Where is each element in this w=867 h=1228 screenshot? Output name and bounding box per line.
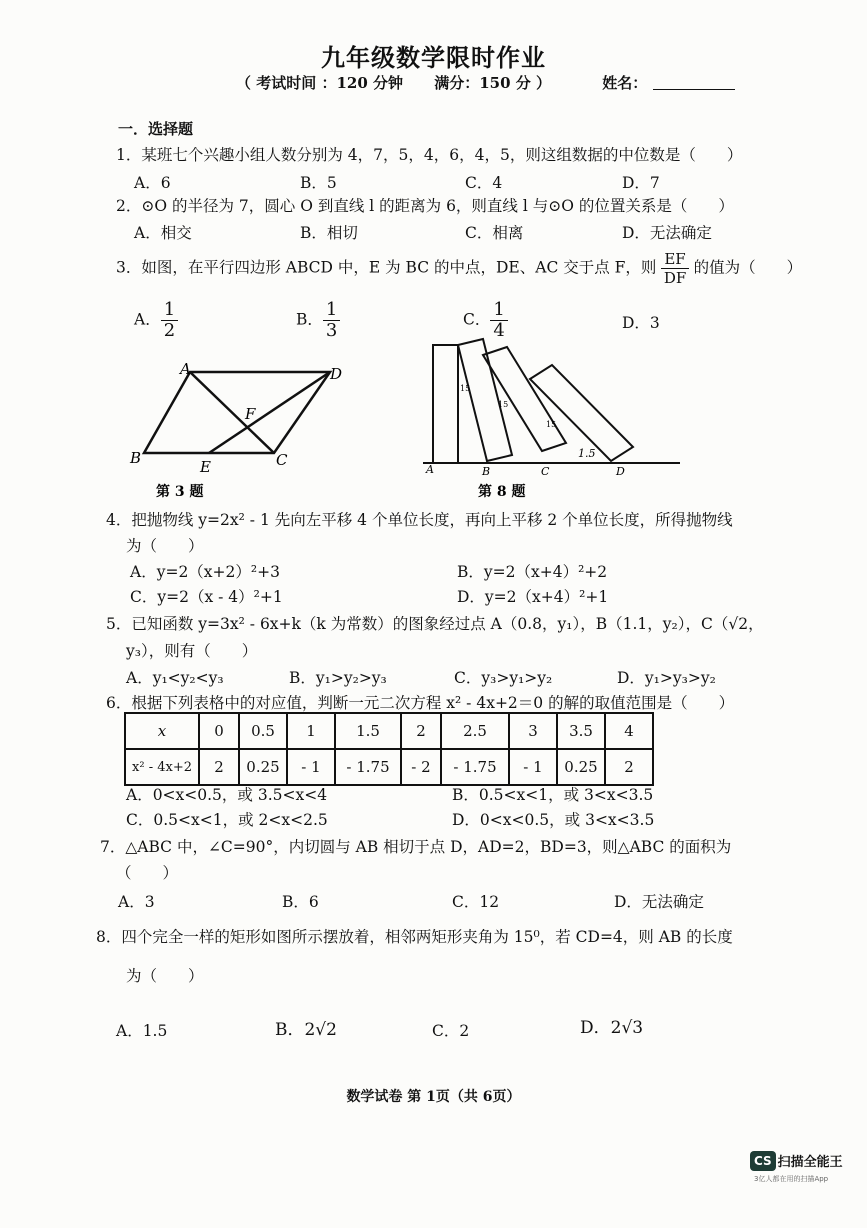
table-cell: - 1	[287, 749, 335, 785]
table-cell: x	[125, 713, 199, 749]
q3-frac-num: EF	[661, 250, 688, 269]
table-cell: 0.25	[557, 749, 605, 785]
q3-frac-den: DF	[663, 269, 687, 287]
q3-a-label: A．	[134, 310, 161, 329]
rectangle-3	[483, 347, 566, 451]
table-cell: 0.5	[239, 713, 287, 749]
question-7-line-1: 7．△ABC 中，∠C=90°，内切圆与 AB 相切于点 D，AD=2，BD=3，则△ABC 的面积为	[100, 838, 732, 856]
question-8-line-2: 为（ ）	[126, 967, 204, 985]
q8-option-c[interactable]: C．2	[432, 1022, 470, 1040]
figure-3-caption: 第 3 题	[156, 484, 204, 500]
table-cell: 0.25	[239, 749, 287, 785]
fig8-label-b: B	[482, 465, 491, 478]
question-4-line-1: 4．把抛物线 y=2x² - 1 先向左平移 4 个单位长度，再向上平移 2 个单位长度，所得抛物线	[106, 511, 733, 529]
parallelogram-abcd	[144, 372, 330, 453]
q3-b-label: B．	[296, 310, 323, 329]
label-d: D	[330, 365, 343, 383]
table-cell: 0	[199, 713, 239, 749]
question-2: 2．⊙O 的半径为 7，圆心 O 到直线 l 的距离为 6，则直线 l 与⊙O 的位置关系是（ ）	[116, 197, 734, 215]
table-row	[125, 749, 653, 785]
table-cell: - 2	[401, 749, 441, 785]
q5-option-a[interactable]: A．y₁<y₂<y₃	[126, 669, 224, 687]
table-cell: 1	[287, 713, 335, 749]
q1-option-d[interactable]: D．7	[622, 174, 660, 192]
values-table	[124, 712, 654, 786]
q3-a-den: 2	[163, 320, 176, 341]
q7-option-b[interactable]: B．6	[282, 893, 319, 911]
table-cell: 4	[605, 713, 653, 749]
q8-option-b[interactable]: B．2√2	[275, 1020, 337, 1040]
label-b: B	[130, 449, 142, 467]
q4-option-a[interactable]: A．y=2（x+2）²+3	[130, 563, 280, 581]
q6-option-d[interactable]: D．0<x<0.5，或 3<x<3.5	[452, 811, 655, 829]
question-5-line-1: 5．已知函数 y=3x² - 6x+k（k 为常数）的图象经过点 A（0.8，y₁），B（1.1，y₂），C（√2，	[106, 615, 764, 633]
q7-option-a[interactable]: A．3	[118, 893, 155, 911]
q2-option-a[interactable]: A．相交	[134, 224, 192, 242]
q3-b-den: 3	[325, 320, 338, 341]
page-footer: 数学试卷 第 1页（共 6页）	[346, 1089, 521, 1105]
q1-option-c[interactable]: C．4	[465, 174, 503, 192]
figure-8-caption: 第 8 题	[478, 484, 526, 500]
app-slogan: 3亿人都在用的扫描App	[754, 1175, 829, 1183]
q3-option-a[interactable]	[134, 300, 178, 341]
figure-8-rectangles	[418, 335, 688, 505]
question-8-line-1: 8．四个完全一样的矩形如图所示摆放着，相邻两矩形夹角为 15⁰，若 CD=4，则 AB 的长度	[96, 928, 733, 946]
q2-option-c[interactable]: C．相离	[465, 224, 524, 242]
app-logo: CS	[750, 1151, 776, 1171]
angle-mark-2: 15	[498, 400, 509, 409]
question-6: 6．根据下列表格中的对应值，判断一元二次方程 x² - 4x+2＝0 的解的取值范围是（ ）	[106, 694, 735, 712]
q2-option-d[interactable]: D．无法确定	[622, 224, 712, 242]
q3-c-label: C．	[463, 310, 491, 329]
q6-option-a[interactable]: A．0<x<0.5，或 3.5<x<4	[126, 786, 328, 804]
table-cell: 2	[605, 749, 653, 785]
q3-b-num: 1	[323, 300, 340, 321]
q1-option-b[interactable]: B．5	[300, 174, 337, 192]
q3-fraction	[661, 250, 688, 287]
q1-option-a[interactable]: A．6	[134, 174, 171, 192]
app-name: 扫描全能王	[777, 1155, 843, 1170]
q6-option-c[interactable]: C．0.5<x<1，或 2<x<2.5	[126, 811, 328, 829]
q4-option-d[interactable]: D．y=2（x+4）²+1	[457, 588, 609, 606]
question-5-line-2: y₃），则有（ ）	[126, 642, 258, 660]
label-a: A	[180, 360, 191, 378]
q4-option-b[interactable]: B．y=2（x+4）²+2	[457, 563, 608, 581]
q3-c-num: 1	[490, 300, 507, 321]
question-3	[116, 250, 802, 287]
table-cell: 2.5	[441, 713, 509, 749]
fig8-label-c: C	[541, 465, 550, 478]
label-e: E	[200, 458, 211, 476]
angle-mark-1: 15	[460, 384, 471, 393]
fig8-label-d: D	[616, 465, 625, 478]
q8-option-d[interactable]: D．2√3	[580, 1018, 644, 1038]
q3-a-num: 1	[161, 300, 178, 321]
question-4-line-2: 为（ ）	[126, 537, 204, 555]
name-label: 姓名：	[602, 74, 648, 92]
table-cell: - 1.75	[335, 749, 401, 785]
label-f: F	[245, 405, 256, 423]
q5-option-d[interactable]: D．y₁>y₃>y₂	[617, 669, 716, 687]
diagonal-ac	[190, 372, 274, 453]
name-blank[interactable]	[653, 75, 735, 90]
q5-option-c[interactable]: C．y₃>y₁>y₂	[454, 669, 553, 687]
q5-option-b[interactable]: B．y₁>y₂>y₃	[289, 669, 387, 687]
table-cell: 3.5	[557, 713, 605, 749]
q7-option-d[interactable]: D．无法确定	[614, 893, 704, 911]
table-cell: 2	[199, 749, 239, 785]
rectangle-1	[433, 345, 458, 463]
q6-option-b[interactable]: B．0.5<x<1，或 3<x<3.5	[452, 786, 654, 804]
q3-c-den: 4	[493, 320, 505, 341]
angle-mark-3: 15	[546, 420, 557, 429]
table-row	[125, 713, 653, 749]
q4-option-c[interactable]: C．y=2（x - 4）²+1	[130, 588, 283, 606]
exam-score: 满分：150 分 ）	[434, 74, 551, 92]
figure-3-parallelogram	[120, 355, 360, 500]
fig8-label-a: A	[426, 463, 434, 476]
q2-option-b[interactable]: B．相切	[300, 224, 358, 242]
table-cell: 1.5	[335, 713, 401, 749]
exam-info	[236, 72, 761, 93]
segment-de	[209, 372, 330, 453]
table-cell: 3	[509, 713, 557, 749]
table-cell: x² - 4x+2	[125, 749, 199, 785]
q3-text-pre: 3．如图，在平行四边形 ABCD 中，E 为 BC 的中点，DE、AC 交于点 F，则	[116, 258, 657, 277]
page-title: 九年级数学限时作业	[321, 43, 546, 72]
label-c: C	[276, 451, 288, 469]
scanner-watermark	[750, 1150, 843, 1183]
question-1: 1．某班七个兴趣小组人数分别为 4，7，5，4，6，4，5，则这组数据的中位数是（ ）	[116, 146, 743, 164]
question-7-line-2: （ ）	[116, 864, 179, 882]
q3-option-b[interactable]	[296, 300, 340, 341]
section-title: 一．选择题	[118, 120, 194, 138]
table-cell: - 1.75	[441, 749, 509, 785]
table-cell: 2	[401, 713, 441, 749]
q3-a-frac	[161, 300, 178, 341]
q3-b-frac	[323, 300, 340, 341]
q8-option-a[interactable]: A．1.5	[116, 1022, 168, 1040]
exam-time: （ 考试时间 ：120 分钟	[236, 74, 403, 92]
q7-option-c[interactable]: C．12	[452, 893, 500, 911]
side-label: 1.5	[578, 447, 596, 460]
table-cell: - 1	[509, 749, 557, 785]
q3-option-d[interactable]: D．3	[622, 314, 660, 332]
q3-text-post: 的值为（ ）	[693, 258, 803, 277]
